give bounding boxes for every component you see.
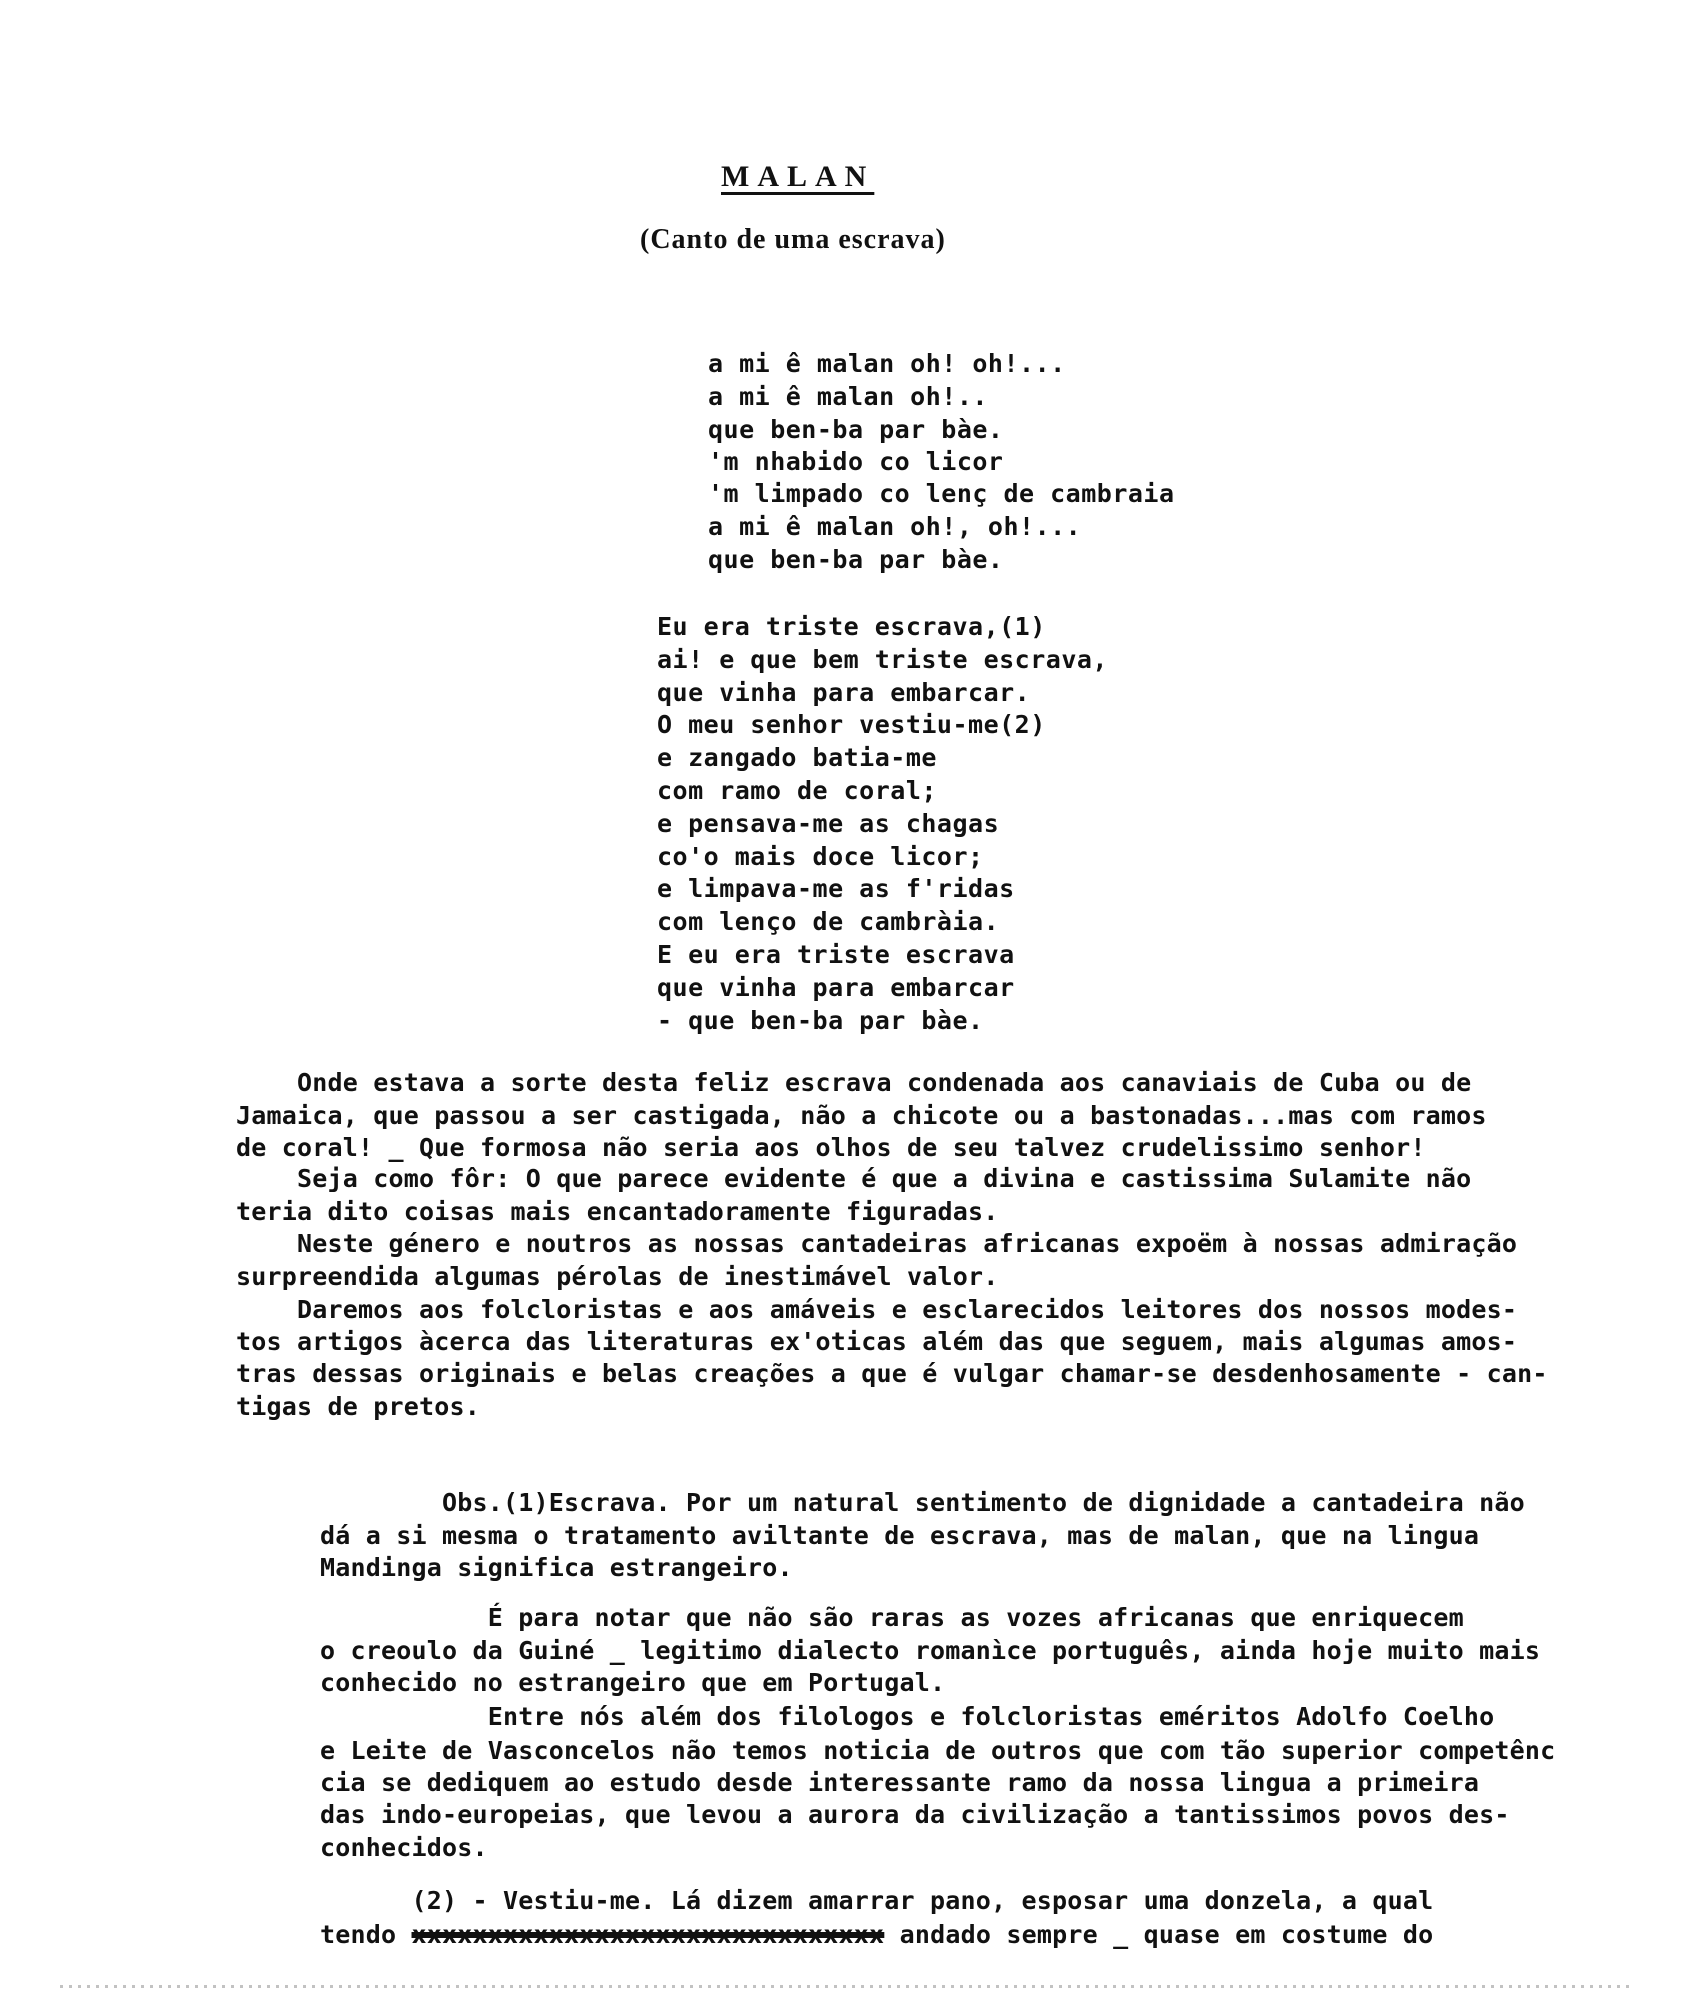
note-line: conhecidos. [320, 1833, 488, 1862]
refrain-line: que ben-ba par bàe. [708, 415, 1004, 444]
poem-line: Eu era triste escrava,(1) [657, 612, 1046, 641]
note-line: Entre nós além dos filologos e folcloristas eméritos Adolfo Coelho [320, 1702, 1495, 1731]
prose-line: Neste género e noutros as nossas cantadeiras africanas expoëm à nossas admiração [236, 1229, 1518, 1258]
refrain-line: a mi ê malan oh! oh!... [708, 349, 1066, 378]
poem-line: ai! e que bem triste escrava, [657, 645, 1108, 674]
prose-line: Seja como fôr: O que parece evidente é que a divina e castissima Sulamite não [236, 1164, 1472, 1193]
page-title: MALAN [721, 160, 875, 193]
prose-line: tigas de pretos. [236, 1392, 481, 1421]
prose-line: tras dessas originais e belas creações a que é vulgar chamar-se desdenhosamente - can- [236, 1359, 1548, 1388]
note-line: É para notar que não são raras as vozes africanas que enriquecem [320, 1603, 1464, 1632]
poem-line: co'o mais doce licor; [657, 842, 984, 871]
poem-line: E eu era triste escrava [657, 940, 1015, 969]
prose-line: Onde estava a sorte desta feliz escrava condenada aos canaviais de Cuba ou de [236, 1068, 1472, 1097]
note-line: dá a si mesma o tratamento aviltante de escrava, mas de malan, que na lingua [320, 1521, 1480, 1550]
note-line: cia se dediquem ao estudo desde interessante ramo da nossa lingua a primeira [320, 1768, 1480, 1797]
note-line: conhecido no estrangeiro que em Portugal. [320, 1668, 946, 1697]
refrain-line: 'm limpado co lenç de cambraia [708, 479, 1175, 508]
refrain-line: a mi ê malan oh!, oh!... [708, 512, 1082, 541]
refrain-line: 'm nhabido co licor [708, 447, 1004, 476]
poem-line: - que ben-ba par bàe. [657, 1006, 984, 1035]
prose-line: Jamaica, que passou a ser castigada, não a chicote ou a bastonadas...mas com ramos [236, 1101, 1487, 1130]
note-line: o creoulo da Guiné _ legitimo dialecto romanìce português, ainda hoje muito mais [320, 1636, 1541, 1665]
poem-line: que vinha para embarcar [657, 973, 1015, 1002]
scan-edge-artifact [60, 1985, 1630, 1988]
poem-line: e limpava-me as f'ridas [657, 874, 1015, 903]
poem-line: com ramo de coral; [657, 776, 937, 805]
refrain-line: que ben-ba par bàe. [708, 545, 1004, 574]
note-line: e Leite de Vasconcelos não temos noticia de outros que com tão superior competênc [320, 1736, 1556, 1765]
prose-line: tos artigos àcerca das literaturas ex'oticas além das que seguem, mais algumas amos- [236, 1327, 1518, 1356]
poem-line: O meu senhor vestiu-me(2) [657, 710, 1046, 739]
note-last-tail: andado sempre _ quase em costume do [884, 1920, 1434, 1949]
poem-line: com lenço de cambràia. [657, 907, 1000, 936]
page-subtitle: (Canto de uma escrava) [640, 224, 946, 255]
prose-line: de coral! _ Que formosa não seria aos olhos de seu talvez crudelissimo senhor! [236, 1133, 1426, 1162]
prose-line: teria dito coisas mais encantadoramente figuradas. [236, 1197, 999, 1226]
poem-line: e zangado batia-me [657, 743, 937, 772]
struck-out-text: xxxxxxxxxxxxxxxxxxxxxxxxxxxxxxx [411, 1920, 885, 1949]
note-line: das indo-europeias, que levou a aurora da civilização a tantissimos povos des- [320, 1800, 1510, 1829]
note-line: Obs.(1)Escrava. Por um natural sentimento de dignidade a cantadeira não [320, 1488, 1525, 1517]
poem-line: que vinha para embarcar. [657, 678, 1031, 707]
poem-line: e pensava-me as chagas [657, 809, 1000, 838]
prose-line: Daremos aos folcloristas e aos amáveis e esclarecidos leitores dos nossos modes- [236, 1295, 1518, 1324]
note-last-lead: tendo [320, 1920, 412, 1949]
note-last-line [320, 1920, 1433, 1949]
note-line: Mandinga significa estrangeiro. [320, 1553, 793, 1582]
note-line: (2) - Vestiu-me. Lá dizem amarrar pano, esposar uma donzela, a qual [320, 1886, 1434, 1915]
refrain-line: a mi ê malan oh!.. [708, 382, 988, 411]
prose-line: surpreendida algumas pérolas de inestimável valor. [236, 1262, 999, 1291]
